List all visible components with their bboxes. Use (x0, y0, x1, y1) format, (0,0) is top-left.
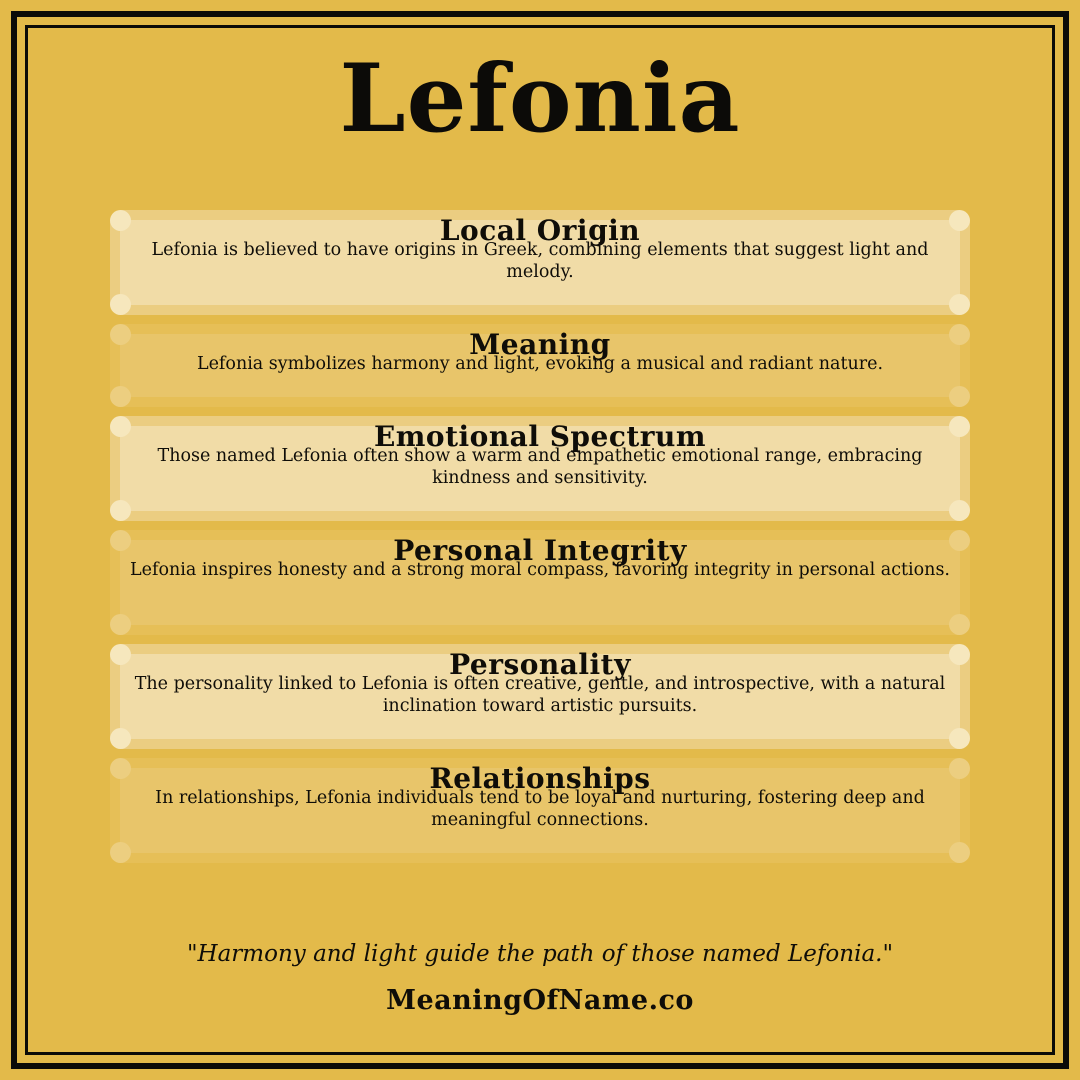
corner-dot-icon (110, 386, 131, 407)
corner-dot-icon (949, 614, 970, 635)
brand-footer: MeaningOfName.co (386, 985, 694, 1016)
section-text: Lefonia inspires honesty and a strong moral compass, favoring integrity in personal actions. (129, 560, 950, 580)
section-text: Lefonia symbolizes harmony and light, evoking a musical and radiant nature. (196, 354, 884, 374)
corner-dot-icon (949, 842, 970, 863)
section-card-personality (110, 644, 970, 749)
quote-text: "Harmony and light guide the path of those named Lefonia." (186, 941, 894, 967)
corner-dot-icon (110, 294, 131, 315)
corner-dot-icon (110, 728, 131, 749)
page-title: Lefonia (339, 44, 741, 154)
corner-dot-icon (110, 614, 131, 635)
section-card-meaning (110, 324, 970, 407)
corner-dot-icon (949, 728, 970, 749)
corner-dot-icon (949, 386, 970, 407)
section-heading: Emotional Spectrum (373, 420, 707, 453)
section-card-local-origin (110, 210, 970, 315)
corner-dot-icon (949, 500, 970, 521)
section-heading: Local Origin (439, 214, 641, 247)
section-heading: Meaning (469, 328, 611, 361)
corner-dot-icon (949, 294, 970, 315)
section-card-relationships (110, 758, 970, 863)
section-card-emotional-spectrum (110, 416, 970, 521)
section-text: In relationships, Lefonia individuals tend to be loyal and nurturing, fostering deep and meaningful connections. (155, 788, 925, 830)
section-heading: Personality (449, 648, 631, 681)
section-heading: Personal Integrity (393, 534, 687, 567)
corner-dot-icon (110, 842, 131, 863)
section-text: The personality linked to Lefonia is often creative, gentle, and introspective, with a natural inclination toward artistic pursuits. (134, 674, 946, 716)
section-heading: Relationships (429, 762, 651, 795)
section-card-personal-integrity (110, 530, 970, 635)
section-text: Those named Lefonia often show a warm and empathetic emotional range, embracing kindness and sensitivity. (157, 446, 923, 488)
corner-dot-icon (110, 500, 131, 521)
section-text: Lefonia is believed to have origins in Greek, combining elements that suggest light and melody. (151, 240, 929, 282)
